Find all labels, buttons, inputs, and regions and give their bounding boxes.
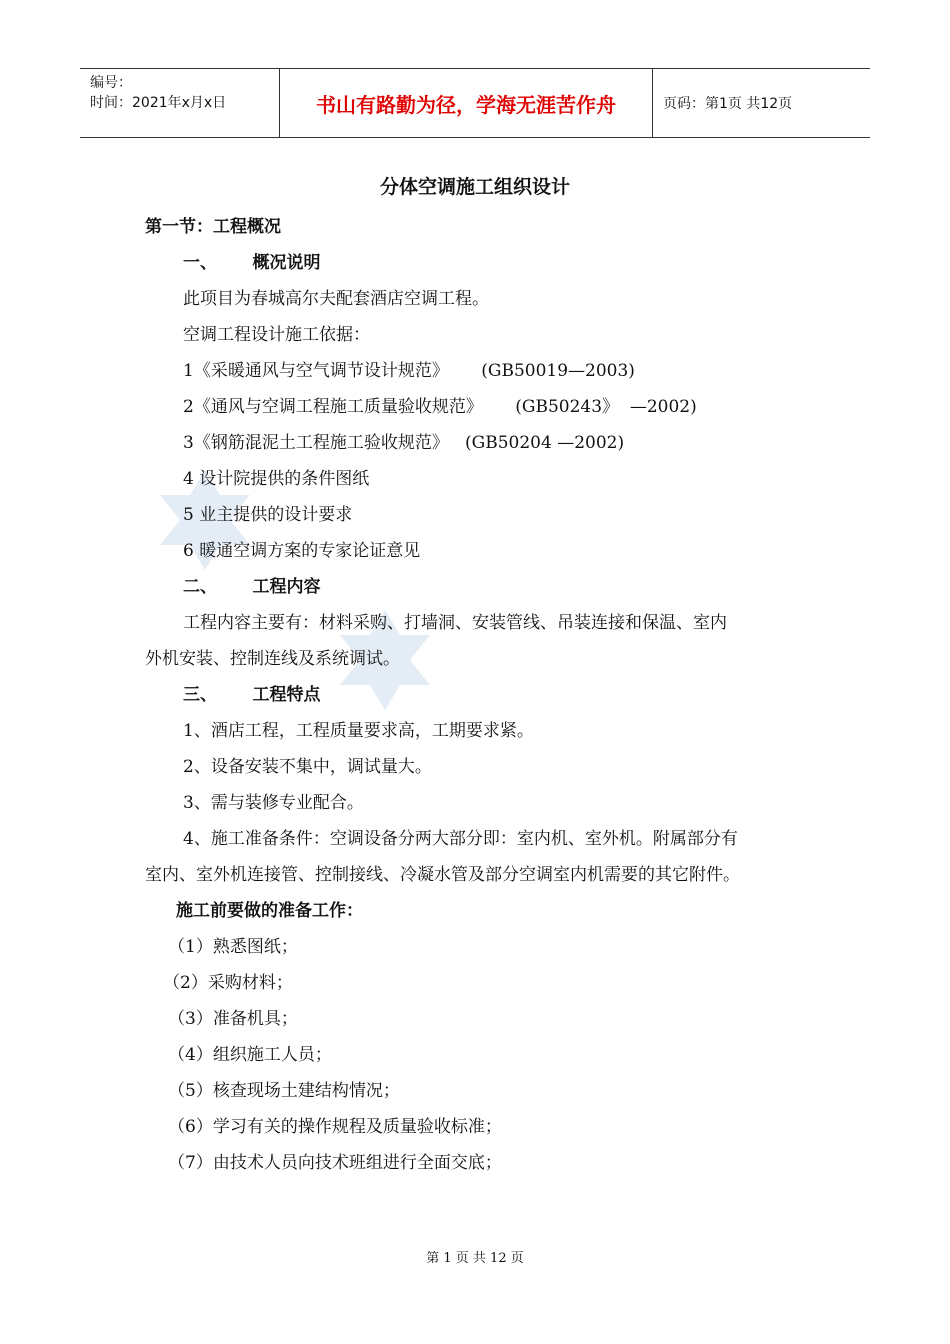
subheading-content: 二、 工程内容 — [183, 577, 321, 597]
paragraph: 此项目为春城高尔夫配套酒店空调工程。 — [183, 289, 489, 309]
prep-item: （4）组织施工人员； — [168, 1045, 332, 1065]
header-motto: 书山有路勤为径，学海无涯苦作舟 — [280, 69, 653, 137]
subheading-preparation: 施工前要做的准备工作： — [176, 901, 363, 921]
number-label: 编号： — [90, 75, 132, 91]
reference-item: 3《钢筋混泥土工程施工验收规范》 (GB50204 —2002) — [183, 433, 625, 453]
subheading-features: 三、 工程特点 — [183, 685, 321, 705]
feature-item: 3、需与装修专业配合。 — [183, 793, 364, 813]
paragraph: 外机安装、控制连线及系统调试。 — [145, 649, 400, 669]
page-footer: 第 1 页 共 12 页 — [426, 1251, 524, 1266]
section-heading: 第一节：工程概况 — [145, 217, 281, 237]
reference-item: 2《通风与空调工程施工质量验收规范》 (GB50243》 —2002) — [183, 397, 697, 417]
feature-item: 4、施工准备条件：空调设备分两大部分即：室内机、室外机。附属部分有 — [183, 829, 738, 849]
feature-item: 1、酒店工程，工程质量要求高，工期要求紧。 — [183, 721, 534, 741]
reference-item: 6 暖通空调方案的专家论证意见 — [183, 541, 421, 561]
feature-item: 室内、室外机连接管、控制接线、冷凝水管及部分空调室内机需要的其它附件。 — [145, 865, 740, 885]
reference-item: 1《采暖通风与空气调节设计规范》 (GB50019—2003) — [183, 361, 635, 381]
paragraph: 空调工程设计施工依据： — [183, 325, 370, 345]
prep-item: （6）学习有关的操作规程及质量验收标准； — [168, 1117, 502, 1137]
feature-item: 2、设备安装不集中，调试量大。 — [183, 757, 432, 777]
prep-item: （5）核查现场土建结构情况； — [168, 1081, 400, 1101]
prep-item: （2）采购材料； — [163, 973, 293, 993]
paragraph: 工程内容主要有：材料采购、打墙洞、安装管线、吊装连接和保温、室内 — [183, 613, 727, 633]
reference-item: 4 设计院提供的条件图纸 — [183, 469, 370, 489]
header-page-info: 页码：第1页 共12页 — [663, 96, 793, 112]
header-meta — [80, 69, 280, 137]
reference-item: 5 业主提供的设计要求 — [183, 505, 353, 525]
time-label: 时间：2021年x月x日 — [90, 95, 227, 111]
page-header — [80, 68, 870, 138]
prep-item: （3）准备机具； — [168, 1009, 298, 1029]
prep-item: （7）由技术人员向技术班组进行全面交底； — [168, 1153, 502, 1173]
prep-item: （1）熟悉图纸； — [168, 937, 298, 957]
subheading-overview: 一、 概况说明 — [183, 253, 321, 273]
document-title: 分体空调施工组织设计 — [379, 176, 570, 198]
